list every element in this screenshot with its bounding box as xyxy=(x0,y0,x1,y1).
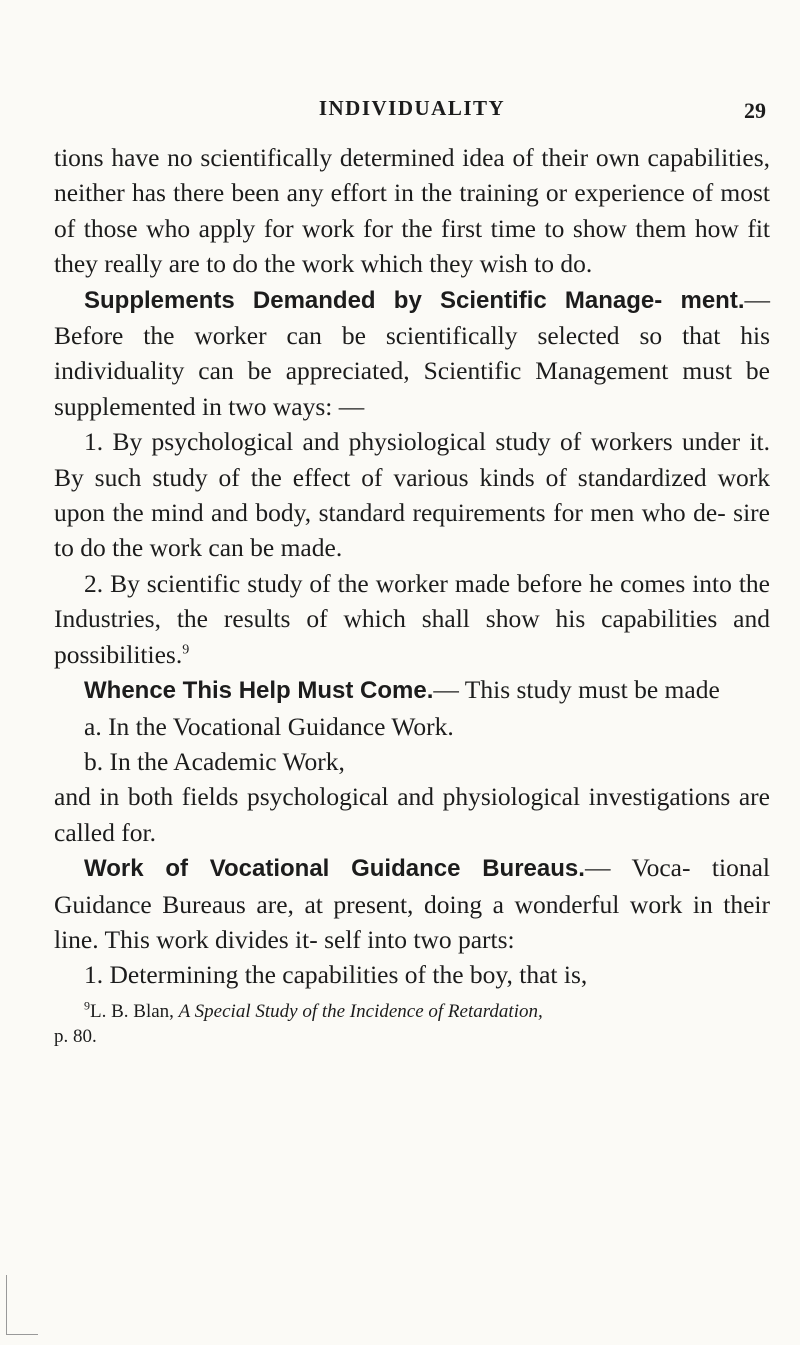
scan-edge-line xyxy=(6,1275,7,1335)
list-item: 1. Determining the capabilities of the boy, that is, xyxy=(84,960,588,990)
section-heading: Work of Vocational Guidance Bureaus. xyxy=(84,855,585,883)
footnote-page: p. 80. xyxy=(54,1025,97,1047)
scan-edge-line xyxy=(6,1334,38,1335)
list-item: a. In the Vocational Guidance Work. xyxy=(84,711,454,741)
running-title: INDIVIDUALITY xyxy=(318,96,506,120)
section-text: — Before the worker can be scientifically selected so that his individuality can be appreciated, Scientific Management must be supplemented in two ways: — xyxy=(54,284,770,421)
section-paragraph xyxy=(54,282,770,425)
footnote-title: A Special Study of the Incidence of Retardation, xyxy=(178,1000,543,1022)
page xyxy=(54,92,770,1049)
paragraph: and in both fields psychological and physiological investigations are called for. xyxy=(54,782,770,847)
section-paragraph xyxy=(54,850,770,957)
footnote-reference: 9 xyxy=(182,642,190,658)
body-text xyxy=(54,140,770,993)
section-paragraph xyxy=(54,672,770,708)
footnote xyxy=(54,999,770,1049)
list-item xyxy=(54,566,770,672)
list-item: 1. By psychological and physiological study of workers under it. By such study of the effect of various kinds of standardized work upon the mind and body, standard requirements for men who de- sire to do the work can be made. xyxy=(54,427,770,563)
page-number: 29 xyxy=(744,98,766,123)
section-heading: Whence This Help Must Come. xyxy=(84,677,434,705)
list-item-text: 2. By scientific study of the worker made before he comes into the Industries, the results of which shall show his capabilities and possibilities. xyxy=(54,568,770,669)
footnote-mark: 9 xyxy=(84,998,90,1013)
section-text: — Voca- tional Guidance Bureaus are, at present, doing a wonderful work in their line. This work divides it- self into two parts: xyxy=(54,853,771,954)
section-text: — This study must be made xyxy=(433,675,720,705)
list-item: b. In the Academic Work, xyxy=(84,746,345,776)
paragraph: tions have no scientifically determined idea of their own capabilities, neither has there been any effort in the training or experience of most of those who apply for work for the first time to show them how fit they really are to do the work which they wish to do. xyxy=(54,143,770,279)
footnote-author: L. B. Blan, xyxy=(90,1000,174,1022)
running-head xyxy=(54,92,770,128)
section-heading: Supplements Demanded by Scientific Manage- ment. xyxy=(84,286,745,314)
